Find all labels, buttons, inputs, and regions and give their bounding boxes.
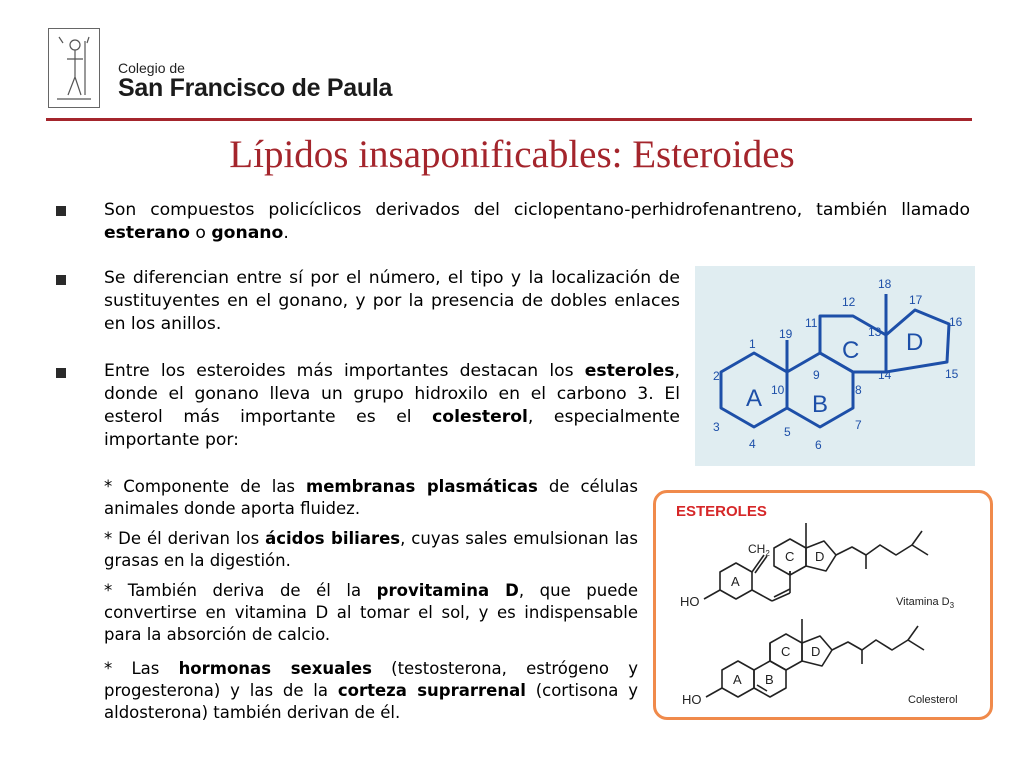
carbon-number: 4 xyxy=(749,437,756,451)
carbon-number: 1 xyxy=(749,337,756,351)
carbon-number: 19 xyxy=(779,327,793,341)
carbon-number: 5 xyxy=(784,425,791,439)
colesterol-label: Colesterol xyxy=(908,694,958,706)
school-name-small: Colegio de xyxy=(118,60,185,76)
figure-title: ESTEROLES xyxy=(676,503,767,520)
carbon-number: 8 xyxy=(855,383,862,397)
ho-label: HO xyxy=(680,594,700,609)
carbon-number: 12 xyxy=(842,295,856,309)
ring-label: C xyxy=(842,337,860,364)
bullet-square-icon xyxy=(56,368,66,378)
ring-label: D xyxy=(906,329,924,356)
ring-label: C xyxy=(781,644,791,659)
carbon-number: 14 xyxy=(878,368,892,382)
vitamina-d3-label: Vitamina $D_3$ xyxy=(896,596,955,610)
carbon-number: 9 xyxy=(813,368,820,382)
esteroles-figure xyxy=(653,490,993,720)
gonano-structure-figure xyxy=(695,266,975,466)
ring-label: A xyxy=(731,574,740,589)
carbon-number: 15 xyxy=(945,367,959,381)
list-item: * También deriva de él la provitamina D, que puede convertirse en vitamina D al tomar el sol, y es indispensable para la absorción de calcio. xyxy=(104,581,639,644)
carbon-number: 10 xyxy=(771,383,785,397)
list-item: * De él derivan los ácidos biliares, cuyas sales emulsionan las grasas en la digestión. xyxy=(104,529,638,570)
list-item: * Las hormonas sexuales (testosterona, estrógeno y progesterona) y las de la corteza suprarrenal (cortisona y aldosterona) también derivan de él. xyxy=(104,659,638,722)
carbon-number: 3 xyxy=(713,420,720,434)
ring-label: D xyxy=(815,549,825,564)
ring-label: B xyxy=(812,391,829,418)
ho-label: HO xyxy=(682,692,702,707)
carbon-number: 13 xyxy=(868,325,882,339)
page-title: Lípidos insaponificables: Esteroides xyxy=(229,133,795,176)
header-divider xyxy=(46,118,972,121)
ring-label: A xyxy=(733,672,742,687)
bullet-square-icon xyxy=(56,275,66,285)
carbon-number: 2 xyxy=(713,369,720,383)
carbon-number: 16 xyxy=(949,315,963,329)
carbon-number: 18 xyxy=(878,277,892,291)
school-name: San Francisco de Paula xyxy=(118,74,393,102)
bullet-text-1: Son compuestos policíclicos derivados del ciclopentano-perhidrofenantreno, también llamado esterano o gonano. xyxy=(104,200,970,243)
school-logo-icon xyxy=(48,28,100,108)
bullet-text-3: Entre los esteroides más importantes destacan los esteroles, donde el gonano lleva un grupo hidroxilo en el carbono 3. El esterol más importante es el colesterol, especialmente importante por: xyxy=(104,361,680,450)
list-item: * Componente de las membranas plasmáticas de células animales donde aporta fluidez. xyxy=(104,477,639,518)
carbon-number: 17 xyxy=(909,293,923,307)
carbon-number: 7 xyxy=(855,418,862,432)
carbon-number: 6 xyxy=(815,438,822,452)
ring-label: A xyxy=(746,385,763,412)
bullet-square-icon xyxy=(56,206,66,216)
ring-label: B xyxy=(765,672,774,687)
ring-label: D xyxy=(811,644,821,659)
bullet-text-2: Se diferencian entre sí por el número, el tipo y la localización de sustituyentes en el gonano, y por la presencia de dobles enlaces en los anillos. xyxy=(104,268,680,334)
ring-label: C xyxy=(785,549,795,564)
carbon-number: 11 xyxy=(805,316,818,330)
ch2-label: $CH_2$ xyxy=(748,542,770,558)
